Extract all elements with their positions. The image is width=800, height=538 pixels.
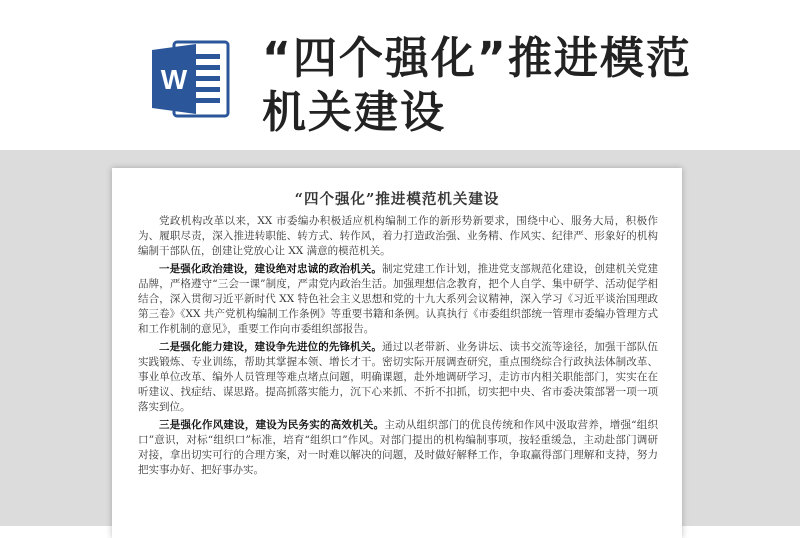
paragraph-lead: 二是强化能力建设，建设争先进位的先锋机关。 xyxy=(159,341,383,353)
document-title: “四个强化”推进模范机关建设 xyxy=(294,191,500,208)
paragraph-intro xyxy=(138,214,658,259)
paragraph-text: 主动从组织部门的优良传统和作风中汲取营养，增强“组织口”意识，对标“组织口”标准，培育“组织口”作风。对部门提出的机构编制事项，按轻重缓急，主动赴部门调研对接，拿出切实可行的合理方案，对一时难以解决的问题，及时做好解释工作，争取赢得部门理解和支持，努力把实事办好、把好事办实。 xyxy=(138,419,659,476)
word-icon-letter: W xyxy=(160,64,188,95)
paragraph-lead: 一是强化政治建设，建设绝对忠诚的政治机关。 xyxy=(159,263,383,275)
paragraph-text: 通过以老带新、业务讲坛、读书交流等途径，加强干部队伍实践锻炼、专业训练，帮助其掌握本领、增长才干。密切实际开展调查研究，重点围绕综合行政执法体制改革、事业单位改革、编外人员管理等难点堵点问题，明确课题，赴外地调研学习，走访市内相关职能部门，实实在在听建议、找症结、谋思路。提高抓落实能力，沉下心来抓、不折不扣抓，切实把中央、省市委决策部署一项一项落实到位。 xyxy=(138,341,659,413)
paragraph-political-building xyxy=(138,262,658,337)
paragraph-text: 制定党建工作计划，推进党支部规范化建设，创建机关党建品牌，严格遵守“三会一课”制度，严肃党内政治生活。加强理想信念教育，把个人自学、集中研学、活动促学相结合，深入贯彻习近平新时代 XX 特色社会主义思想和党的十九大系列会议精神，深入学习《习近平谈治国理政第三卷》《XX 共产党机构编制工作条例》等重要书籍和条例。认真执行《市委组织部统一管理市委编办管理方式和工作机制的意见》，重要工作向市委组织部报告。 xyxy=(138,263,659,335)
paragraph-style-building xyxy=(138,418,658,478)
word-document-icon xyxy=(150,38,232,120)
document-page xyxy=(112,168,682,538)
page-title: “四个强化”推进模范机关建设 xyxy=(262,33,692,138)
page-header xyxy=(0,0,800,150)
paragraph-lead: 三是强化作风建设，建设为民务实的高效机关。 xyxy=(159,419,385,431)
document-body xyxy=(138,214,658,481)
paragraph-capability-building xyxy=(138,340,658,415)
paragraph-text: 党政机构改革以来，XX 市委编办积极适应机构编制工作的新形势新要求，围绕中心、服务大局，积极作为、履职尽责，深入推进转职能、转方式、转作风，着力打造政治强、业务精、作风实、纪律严、形象好的机构编制干部队伍，创建让党放心让 XX 满意的模范机关。 xyxy=(138,215,658,257)
